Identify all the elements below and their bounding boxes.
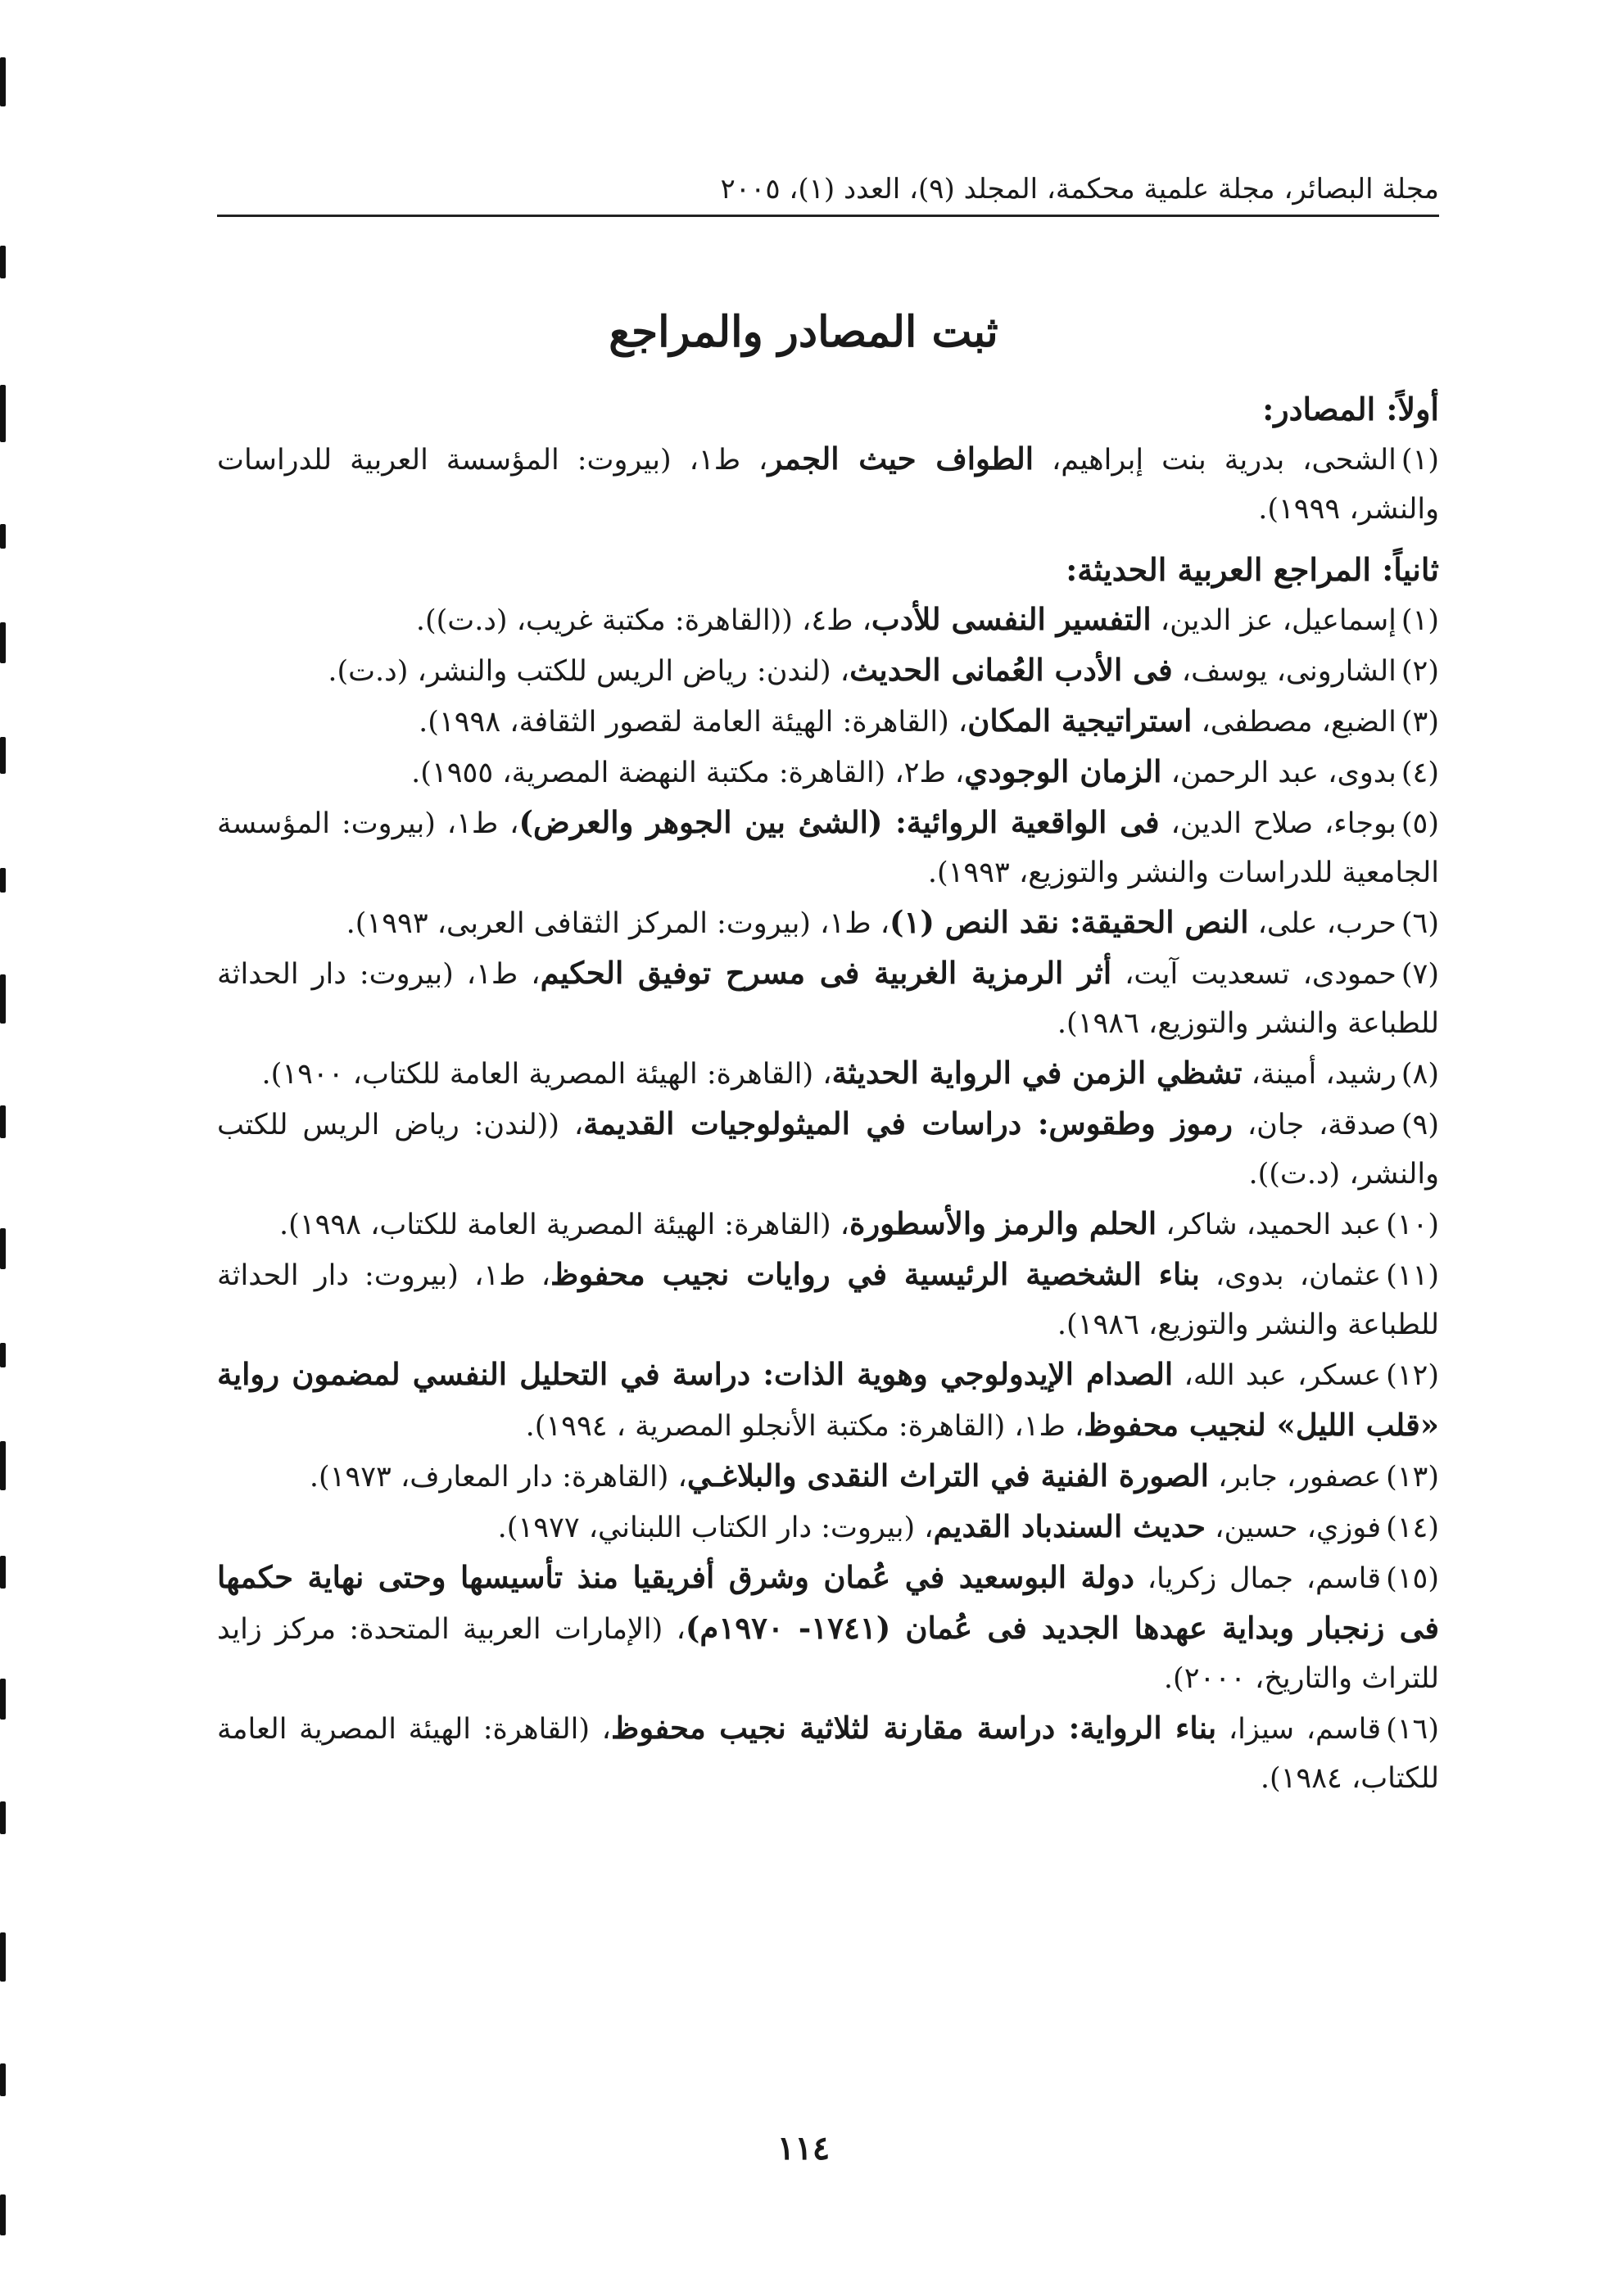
reference-item [217, 1099, 1439, 1199]
reference-number: (١١) [1386, 1259, 1439, 1292]
reference-title: تشظي الزمن في الرواية الحديثة [831, 1055, 1243, 1091]
reference-item [217, 696, 1439, 747]
reference-title: التفسير النفسى للأدب [871, 601, 1152, 637]
reference-details: ، ط١، (بيروت: دار الحداثة للطباعة والنشر والتوزيع، ١٩٨٦). [217, 1259, 1439, 1341]
reference-item [217, 1349, 1439, 1451]
reference-title: الحلم والرمز والأسطورة [849, 1205, 1157, 1241]
reference-author: بوجاء، صلاح الدين، [1159, 807, 1397, 840]
reference-author: صدقة، جان، [1233, 1109, 1397, 1141]
reference-number: (١٥) [1386, 1562, 1439, 1595]
reference-details: ، (لندن: رياض الريس للكتب والنشر، (د.ت). [328, 655, 850, 688]
reference-details: ، ط١، (بيروت: دار الحداثة للطباعة والنشر والتوزيع، ١٩٨٦). [217, 958, 1439, 1040]
reference-number: (٦) [1401, 907, 1439, 940]
reference-title: أثر الرمزية الغربية فى مسرح توفيق الحكيم [540, 955, 1112, 991]
reference-item [217, 948, 1439, 1048]
reference-details: ، (القاهرة: الهيئة المصرية العامة للكتاب، ١٩٨٤). [217, 1713, 1439, 1795]
reference-item [217, 645, 1439, 696]
references-body [217, 385, 1439, 1803]
reference-title: بناء الشخصية الرئيسية في روايات نجيب محفوظ [550, 1256, 1200, 1292]
reference-title: فى الأدب العُمانى الحديث [849, 652, 1173, 688]
reference-item [217, 1502, 1439, 1553]
reference-author: حمودى، تسعديت آيت، [1111, 958, 1397, 991]
journal-citation: مجلة البصائر، مجلة علمية محكمة، المجلد (٩)، العدد (١)، ٢٠٠٥ [720, 173, 1439, 206]
section-heading-sources: أولاً: المصادر: [1262, 391, 1439, 427]
reference-author: الشحى، بدرية بنت إبراهيم، [1034, 444, 1397, 477]
reference-author: عثمان، بدوى، [1199, 1259, 1382, 1292]
reference-number: (٩) [1401, 1109, 1439, 1141]
reference-number: (٨) [1401, 1058, 1439, 1091]
reference-title: بناء الرواية: دراسة مقارنة لثلاثية نجيب محفوظ [610, 1710, 1217, 1746]
reference-details: ، ط١، (بيروت: المؤسسة الجامعية للدراسات والنشر والتوزيع، ١٩٩٣). [217, 807, 1439, 889]
reference-details: ، (الإمارات العربية المتحدة: مركز زايد للتراث والتاريخ، ٢٠٠٠). [217, 1613, 1439, 1695]
reference-author: بدوى، عبد الرحمن، [1161, 757, 1397, 789]
section-heading-modern-references: ثانياً: المراجع العربية الحديثة: [1066, 551, 1439, 588]
reference-details: ، ط٢، (القاهرة: مكتبة النهضة المصرية، ١٩٥٥). [411, 757, 965, 789]
page-number: ١١٤ [776, 2129, 831, 2167]
reference-details: ، ((لندن: رياض الريس للكتب والنشر، (د.ت)). [217, 1109, 1439, 1191]
reference-details: ، ط١، (بيروت: المركز الثقافى العربى، ١٩٩٣). [346, 907, 890, 940]
page-title: ثبت المصادر والمراجع [609, 306, 998, 357]
reference-number: (١٢) [1386, 1359, 1439, 1392]
reference-item [217, 798, 1439, 897]
reference-item [217, 1199, 1439, 1250]
reference-author: حرب، على، [1248, 907, 1397, 940]
reference-title: استراتيجية المكان [967, 703, 1193, 739]
reference-author: إسماعيل، عز الدين، [1151, 604, 1397, 637]
reference-number: (٢) [1401, 655, 1439, 688]
reference-item [217, 434, 1439, 534]
reference-number: (١٤) [1386, 1512, 1439, 1544]
reference-title: دولة البوسعيد في عُمان وشرق أفريقيا منذ تأسيسها وحتى نهاية حكمها فى زنجبار وبداية عهدها الجديد فى عُمان (١٧٤١- ١٩٧٠م) [217, 1559, 1440, 1646]
reference-author: عسكر، عبد الله، [1173, 1359, 1382, 1392]
reference-details: ، (القاهرة: الهيئة المصرية العامة للكتاب، ١٩٠٠). [261, 1058, 832, 1091]
reference-details: ، ط١، (القاهرة: مكتبة الأنجلو المصرية ، ١٩٩٤). [525, 1410, 1084, 1443]
reference-number: (٣) [1401, 706, 1439, 739]
reference-title: الصورة الفنية في التراث النقدى والبلاغـي [686, 1458, 1209, 1494]
reference-number: (٤) [1401, 757, 1439, 789]
reference-title: رموز وطقوس: دراسات في الميثولوجيات القديمة [583, 1105, 1234, 1141]
reference-item [217, 594, 1439, 645]
reference-details: ، (القاهرة: الهيئة العامة لقصور الثقافة، ١٩٩٨). [419, 706, 968, 739]
reference-title: الصدام الإيدولوجي وهوية الذات: دراسة في التحليل النفسي لمضمون رواية «قلب الليل» لنجيب محفوظ [217, 1356, 1439, 1443]
reference-item [217, 1451, 1439, 1502]
reference-number: (١) [1401, 444, 1439, 477]
reference-author: الشارونى، يوسف، [1172, 655, 1397, 688]
reference-number: (١٠) [1386, 1209, 1439, 1241]
reference-title: فى الواقعية الروائية: (الشئ بين الجوهر والعرض) [518, 804, 1160, 840]
running-header [217, 164, 1439, 217]
reference-number: (٧) [1401, 958, 1439, 991]
reference-details: ، (القاهرة: الهيئة المصرية العامة للكتاب، ١٩٩٨). [279, 1209, 850, 1241]
reference-author: فوزي، حسين، [1206, 1512, 1382, 1544]
reference-number: (١) [1401, 604, 1439, 637]
reference-item [217, 1703, 1439, 1803]
reference-title: الزمان الوجودي [964, 753, 1162, 789]
reference-details: ، (القاهرة: دار المعارف، ١٩٧٣). [309, 1461, 687, 1494]
reference-item [217, 1553, 1439, 1703]
reference-number: (١٦) [1386, 1713, 1439, 1746]
reference-item [217, 1250, 1439, 1349]
reference-title: حديث السندباد القديم [933, 1508, 1206, 1544]
reference-author: قاسم، سيزا، [1216, 1713, 1382, 1746]
reference-number: (١٣) [1386, 1461, 1439, 1494]
reference-item [217, 897, 1439, 948]
reference-details: ، ط٤، ((القاهرة: مكتبة غريب، (د.ت)). [415, 604, 871, 637]
reference-details: ، (بيروت: دار الكتاب اللبناني، ١٩٧٧). [497, 1512, 934, 1544]
reference-author: عصفور، جابر، [1208, 1461, 1382, 1494]
reference-title: النص الحقيقة: نقد النص (١) [890, 904, 1249, 940]
reference-author: عبد الحميد، شاكر، [1157, 1209, 1382, 1241]
reference-number: (٥) [1401, 807, 1440, 840]
reference-item [217, 1048, 1439, 1099]
reference-author: رشيد، أمينة، [1242, 1058, 1397, 1091]
reference-author: قاسم، جمال زكريا، [1134, 1562, 1382, 1595]
reference-item [217, 747, 1439, 798]
reference-details: ، ط١، (بيروت: المؤسسة العربية للدراسات والنشر، ١٩٩٩). [217, 444, 1439, 526]
reference-title: الطواف حيث الجمر [767, 441, 1034, 477]
reference-author: الضبع، مصطفى، [1192, 706, 1397, 739]
